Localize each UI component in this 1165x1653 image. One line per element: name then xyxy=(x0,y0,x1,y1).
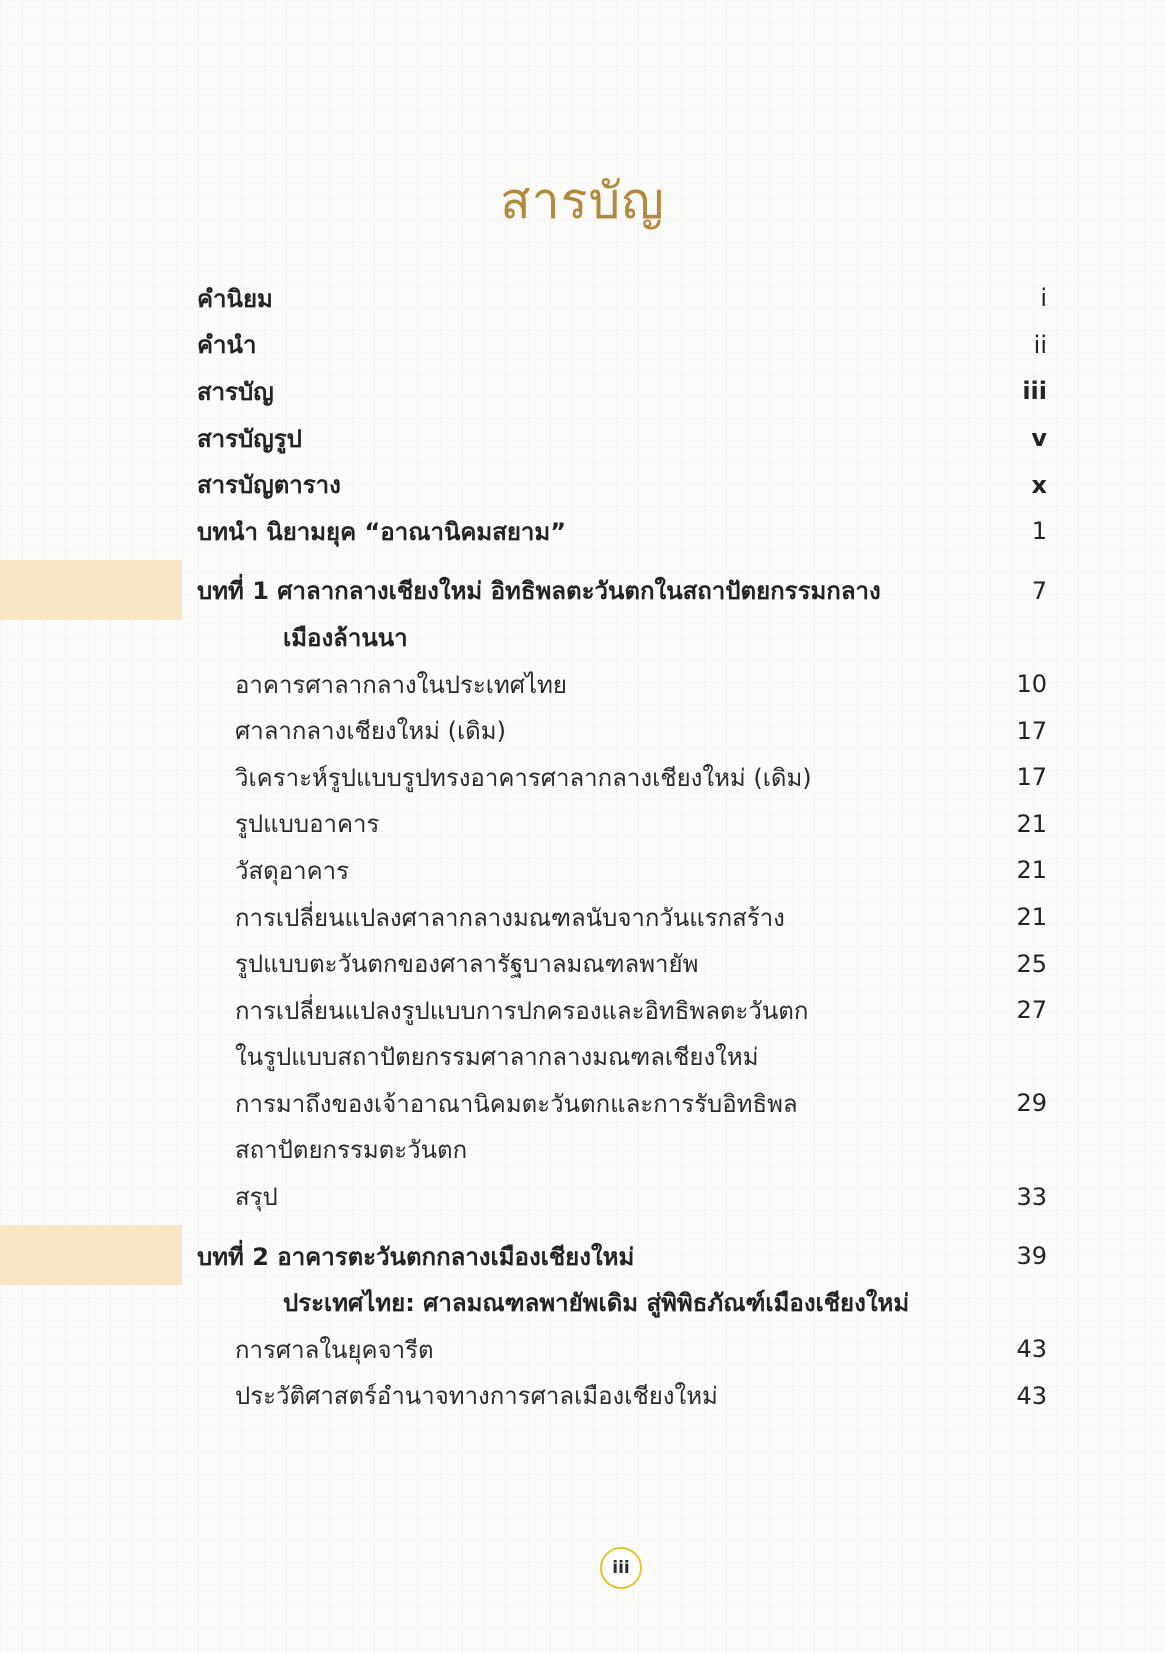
toc-subentry[interactable] xyxy=(197,847,1047,894)
toc-entry-page: i xyxy=(1040,284,1047,313)
toc-entry-label: บทที่ 1 ศาลากลางเชียงใหม่ อิทธิพลตะวันตกในสถาปัตยกรรมกลาง xyxy=(197,577,881,606)
toc-entry-chapter-2[interactable] xyxy=(197,1233,1047,1280)
toc-entry-page: 39 xyxy=(1016,1242,1047,1271)
toc-subentry[interactable] xyxy=(197,1326,1047,1373)
toc-subentry-continued xyxy=(197,1034,1047,1081)
toc-entry-page: 7 xyxy=(1031,576,1047,605)
toc-entry-page: x xyxy=(1031,470,1047,499)
toc-subentry[interactable] xyxy=(197,987,1047,1034)
toc-entry-label: บทที่ 2 อาคารตะวันตกกลางเมืองเชียงใหม่ xyxy=(197,1242,635,1271)
toc-entry-label: คำนิยม xyxy=(197,284,273,313)
toc-entry-page: 10 xyxy=(1016,670,1047,699)
toc-entry-page: 17 xyxy=(1016,763,1047,792)
toc-subentry[interactable] xyxy=(197,894,1047,941)
toc-entry-label: การเปลี่ยนแปลงศาลากลางมณฑลนับจากวันแรกสร้าง xyxy=(235,903,785,932)
toc-entry-label: คำนำ xyxy=(197,331,257,360)
toc-entry-label: บทนำ นิยามยุค “อาณานิคมสยาม” xyxy=(197,517,566,546)
toc-entry-label: สรุป xyxy=(235,1183,278,1212)
toc-subentry[interactable] xyxy=(197,754,1047,801)
toc-entry-page: iii xyxy=(1022,377,1047,406)
toc-entry-label: สถาปัตยกรรมตะวันตก xyxy=(235,1136,468,1165)
toc-entry-preface[interactable] xyxy=(197,322,1047,369)
toc-subentry[interactable] xyxy=(197,940,1047,987)
toc-entry-label: ในรูปแบบสถาปัตยกรรมศาลากลางมณฑลเชียงใหม่ xyxy=(235,1043,759,1072)
toc-entry-label: เมืองล้านนา xyxy=(283,623,408,652)
toc-entry-page: 21 xyxy=(1016,809,1047,838)
toc-entry-label: อาคารศาลากลางในประเทศไทย xyxy=(235,670,567,699)
toc-entry-list-of-tables[interactable] xyxy=(197,461,1047,508)
toc-entry-page: 27 xyxy=(1016,996,1047,1025)
toc-entry-label: การมาถึงของเจ้าอาณานิคมตะวันตกและการรับอิทธิพล xyxy=(235,1089,798,1118)
toc-entry-label: วิเคราะห์รูปแบบรูปทรงอาคารศาลากลางเชียงใหม่ (เดิม) xyxy=(235,763,812,792)
toc-entry-label: ประเทศไทย: ศาลมณฑลพายัพเดิม สู่พิพิธภัณฑ์เมืองเชียงใหม่ xyxy=(283,1289,910,1318)
toc-entry-page: ii xyxy=(1033,330,1047,359)
toc-entry-page: 17 xyxy=(1016,716,1047,745)
toc-entry-contents[interactable] xyxy=(197,368,1047,415)
toc-entry-label: รูปแบบตะวันตกของศาลารัฐบาลมณฑลพายัพ xyxy=(235,950,699,979)
toc-entry-chapter-1-continued xyxy=(197,614,1047,661)
toc-subentry-continued xyxy=(197,1127,1047,1174)
toc-entry-label: รูปแบบอาคาร xyxy=(235,810,380,839)
toc-entry-page: 29 xyxy=(1016,1089,1047,1118)
toc-entry-label: ประวัติศาสตร์อำนาจทางการศาลเมืองเชียงใหม่ xyxy=(235,1382,718,1411)
page-number-badge: iii xyxy=(600,1547,642,1589)
toc-entry-foreword[interactable] xyxy=(197,275,1047,322)
toc-subentry[interactable] xyxy=(197,707,1047,754)
toc-entry-page: 1 xyxy=(1031,517,1047,546)
chapter-marker-tab xyxy=(0,1225,182,1285)
toc-entry-label: ศาลากลางเชียงใหม่ (เดิม) xyxy=(235,717,506,746)
toc-entry-chapter-2-continued xyxy=(197,1279,1047,1326)
toc-subentry[interactable] xyxy=(197,1373,1047,1420)
toc-entry-introduction[interactable] xyxy=(197,508,1047,555)
toc-entry-page: 21 xyxy=(1016,903,1047,932)
toc-entry-page: v xyxy=(1031,424,1047,453)
toc-entry-label: สารบัญตาราง xyxy=(197,471,341,500)
toc-entry-label: การเปลี่ยนแปลงรูปแบบการปกครองและอิทธิพลตะวันตก xyxy=(235,996,809,1025)
table-of-contents xyxy=(197,275,1047,1419)
toc-entry-label: สารบัญรูป xyxy=(197,424,302,453)
toc-entry-page: 25 xyxy=(1016,949,1047,978)
toc-subentry[interactable] xyxy=(197,1080,1047,1127)
toc-entry-label: การศาลในยุคจารีต xyxy=(235,1335,434,1364)
toc-entry-label: วัสดุอาคาร xyxy=(235,856,350,885)
toc-entry-page: 43 xyxy=(1016,1381,1047,1410)
toc-subentry[interactable] xyxy=(197,661,1047,708)
toc-entry-page: 33 xyxy=(1016,1182,1047,1211)
toc-entry-chapter-1[interactable] xyxy=(197,568,1047,615)
page-title: สารบัญ xyxy=(500,172,665,230)
chapter-marker-tab xyxy=(0,560,182,620)
toc-entry-list-of-figures[interactable] xyxy=(197,415,1047,462)
toc-entry-page: 21 xyxy=(1016,856,1047,885)
toc-subentry[interactable] xyxy=(197,801,1047,848)
toc-entry-label: สารบัญ xyxy=(197,377,274,406)
toc-entry-page: 43 xyxy=(1016,1335,1047,1364)
toc-subentry[interactable] xyxy=(197,1173,1047,1220)
